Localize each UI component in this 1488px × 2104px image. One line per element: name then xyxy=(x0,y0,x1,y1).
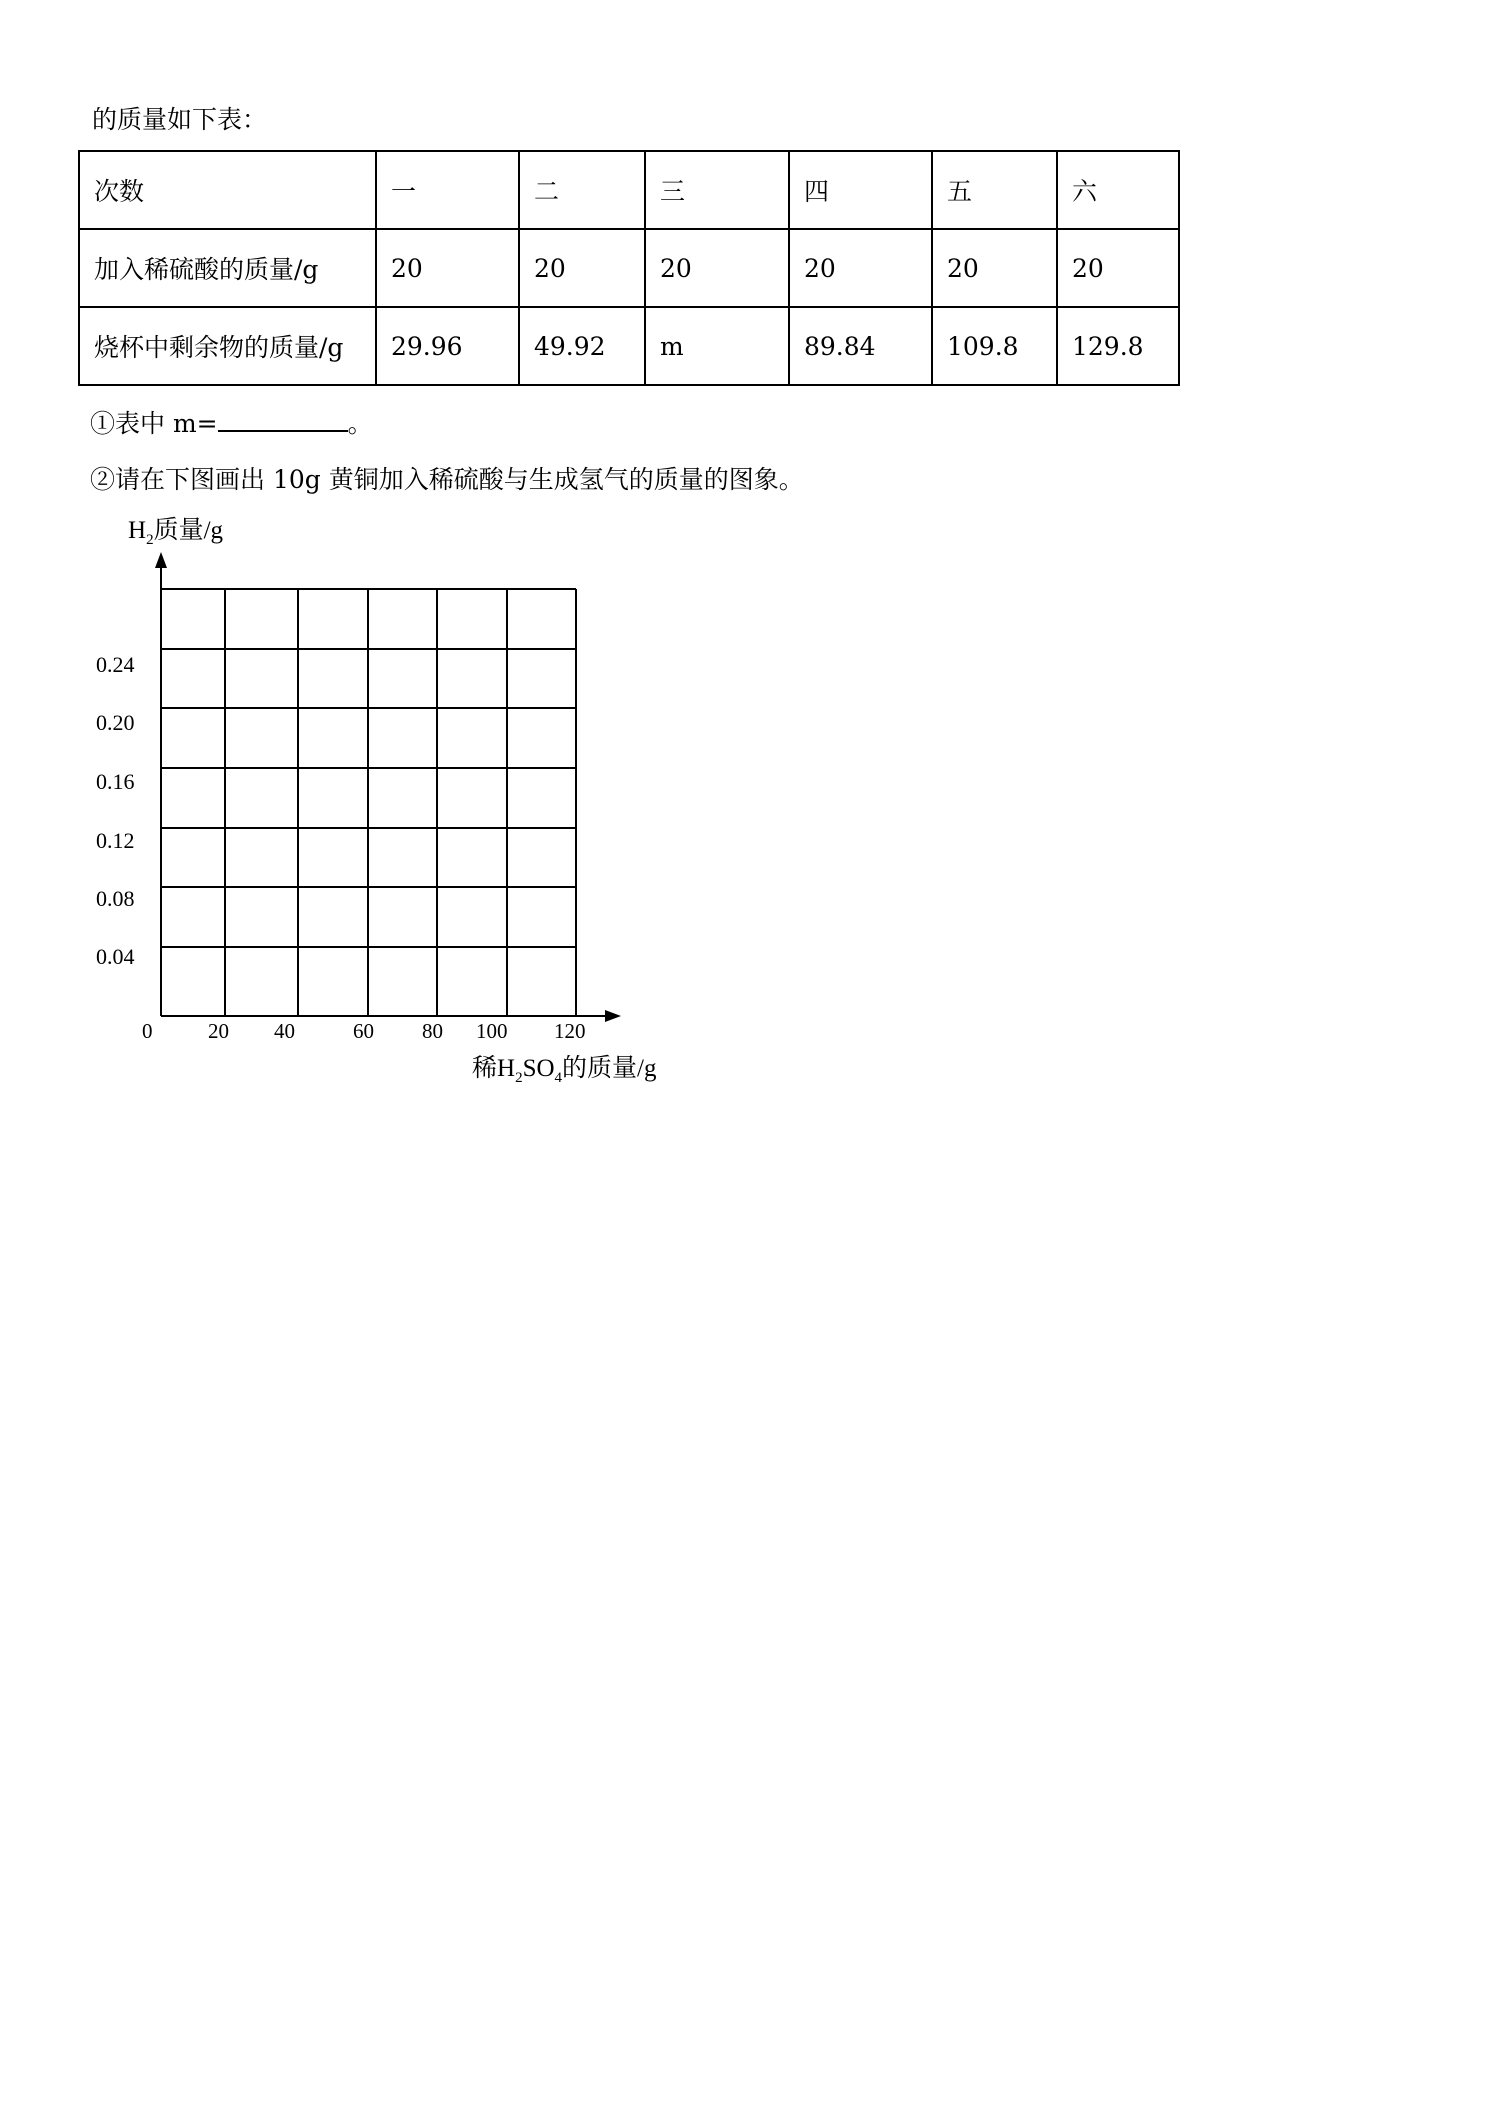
x-axis-label: 稀$H_2SO_4$的质量/g xyxy=(472,1055,657,1086)
x-tick-label: 80 xyxy=(422,1019,443,1043)
table-cell: 29.96 xyxy=(376,307,519,385)
table-cell: 20 xyxy=(645,229,789,307)
y-tick-label: 0.08 xyxy=(96,886,135,911)
x-axis-arrow-icon xyxy=(605,1010,621,1022)
question-1-suffix: 。 xyxy=(347,409,373,438)
table-cell: m xyxy=(645,307,789,385)
table-cell: 四 xyxy=(789,151,932,229)
table-cell: 加入稀硫酸的质量/g xyxy=(79,229,376,307)
table-cell: 20 xyxy=(932,229,1057,307)
question-2: ②请在下图画出 10g 黄铜加入稀硫酸与生成氢气的质量的图象。 xyxy=(90,465,804,494)
table-cell: 129.8 xyxy=(1057,307,1179,385)
table-cell: 二 xyxy=(519,151,645,229)
x-tick-label: 20 xyxy=(208,1019,229,1043)
question-1-prefix: ①表中 m= xyxy=(90,409,218,438)
table-cell: 20 xyxy=(519,229,645,307)
table-cell: 烧杯中剩余物的质量/g xyxy=(79,307,376,385)
y-axis-label: $H_2$质量/g xyxy=(128,517,224,548)
table-cell: 五 xyxy=(932,151,1057,229)
table-cell: 109.8 xyxy=(932,307,1057,385)
table-row xyxy=(79,307,1179,385)
table-cell: 六 xyxy=(1057,151,1179,229)
table-cell: 20 xyxy=(1057,229,1179,307)
table-cell: 89.84 xyxy=(789,307,932,385)
x-tick-label: 120 xyxy=(554,1019,586,1043)
table-row xyxy=(79,229,1179,307)
table-cell: 三 xyxy=(645,151,789,229)
y-tick-label: 0.12 xyxy=(96,828,135,853)
x-tick-label: 40 xyxy=(274,1019,295,1043)
x-tick-label: 100 xyxy=(476,1019,508,1043)
question-1 xyxy=(90,404,373,440)
table-cell: 20 xyxy=(376,229,519,307)
table-cell: 20 xyxy=(789,229,932,307)
intro-text: 的质量如下表： xyxy=(92,105,268,134)
table-cell: 49.92 xyxy=(519,307,645,385)
table-row xyxy=(79,151,1179,229)
answer-blank[interactable] xyxy=(218,410,348,432)
x-tick-label: 60 xyxy=(353,1019,374,1043)
x-tick-label: 0 xyxy=(142,1019,153,1043)
y-tick-label: 0.20 xyxy=(96,710,135,735)
table-cell: 次数 xyxy=(79,151,376,229)
data-table xyxy=(78,150,1180,386)
y-axis-arrow-icon xyxy=(155,552,167,568)
blank-graph xyxy=(80,508,700,1098)
table-cell: 一 xyxy=(376,151,519,229)
y-tick-label: 0.16 xyxy=(96,769,135,794)
grid xyxy=(161,589,576,1016)
y-tick-label: 0.24 xyxy=(96,652,135,677)
y-tick-label: 0.04 xyxy=(96,944,135,969)
